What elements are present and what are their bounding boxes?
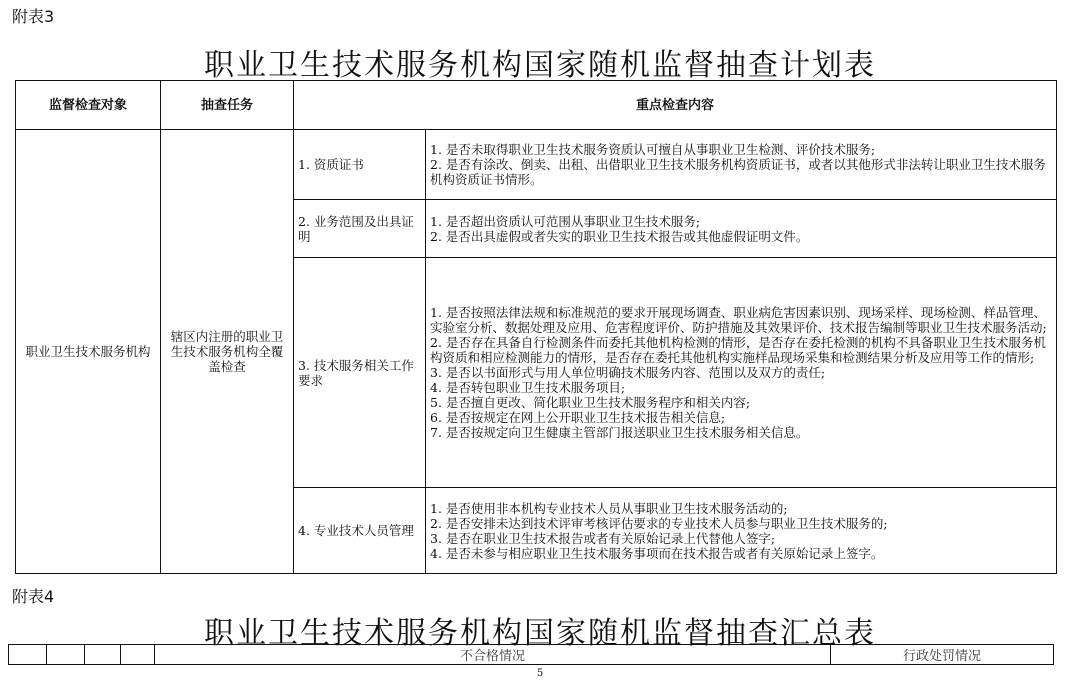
- empty-cell: [9, 645, 47, 665]
- item-points: [426, 200, 1057, 258]
- point-text: 4. 是否转包职业卫生技术服务项目;: [430, 380, 626, 395]
- header-task: 抽查任务: [161, 81, 294, 130]
- annex4-title: 职业卫生技术服务机构国家随机监督抽查汇总表: [204, 616, 876, 651]
- point-text: 4. 是否未参与相应职业卫生技术服务事项而在技术报告或者有关原始记录上签字。: [430, 545, 884, 561]
- summary-header-row: [9, 645, 1054, 665]
- point-text: 6. 是否按规定在网上公开职业卫生技术报告相关信息;: [430, 410, 726, 425]
- empty-cell: [47, 645, 85, 665]
- item-name: 4. 专业技术人员管理: [294, 488, 426, 574]
- point-text: 2. 是否安排未达到技术评审考核评估要求的专业技术人员参与职业卫生技术服务的;: [430, 515, 888, 531]
- item-name: 3. 技术服务相关工作要求: [294, 258, 426, 488]
- empty-cell: [85, 645, 121, 665]
- col-penalty: 行政处罚情况: [831, 645, 1054, 665]
- item-name: 1. 资质证书: [294, 130, 426, 200]
- header-content: 重点检查内容: [294, 81, 1057, 130]
- annex4-label: 附表4: [12, 587, 55, 606]
- point-text: 2. 是否存在具备自行检测条件而委托其他机构检测的情形，是否存在委托检测的机构不具备职业卫生技术服务机构资质和相应检测能力的情形，是否存在委托其他机构实施样品现场采集和检测结果分析及应用等工作的情形;: [430, 335, 1046, 365]
- inspection-task: 辖区内注册的职业卫生技术服务机构全覆盖检查: [161, 130, 294, 574]
- annex3-label: 附表3: [12, 7, 55, 26]
- table-header-row: [16, 81, 1057, 130]
- table-row: [16, 130, 1057, 200]
- point-text: 7. 是否按规定向卫生健康主管部门报送职业卫生技术服务相关信息。: [430, 425, 809, 440]
- header-target: 监督检查对象: [16, 81, 161, 130]
- point-text: 5. 是否擅自更改、简化职业卫生技术服务程序和相关内容;: [430, 395, 751, 410]
- item-name: 2. 业务范围及出具证明: [294, 200, 426, 258]
- point-text: 2. 是否有涂改、倒卖、出租、出借职业卫生技术服务机构资质证书，或者以其他形式非法转让职业卫生技术服务机构资质证书情形。: [430, 157, 1046, 187]
- point-text: 1. 是否使用非本机构专业技术人员从事职业卫生技术服务活动的;: [430, 500, 788, 516]
- item-points: [426, 258, 1057, 488]
- item-points: [426, 130, 1057, 200]
- annex3-title: 职业卫生技术服务机构国家随机监督抽查计划表: [204, 48, 876, 83]
- inspection-target: 职业卫生技术服务机构: [16, 130, 161, 574]
- empty-cell: [121, 645, 155, 665]
- point-text: 3. 是否在职业卫生技术报告或者有关原始记录上代替他人签字;: [430, 530, 776, 546]
- point-text: 1. 是否超出资质认可范围从事职业卫生技术服务;: [430, 213, 701, 229]
- summary-table: [8, 644, 1054, 665]
- inspection-plan-table: [15, 80, 1057, 574]
- col-unqualified: 不合格情况: [155, 645, 831, 665]
- point-text: 2. 是否出具虚假或者失实的职业卫生技术报告或其他虚假证明文件。: [430, 228, 809, 244]
- point-text: 3. 是否以书面形式与用人单位明确技术服务内容、范围以及双方的责任;: [430, 365, 826, 380]
- point-text: 1. 是否按照法律法规和标准规范的要求开展现场调查、职业病危害因素识别、现场采样、现场检测、样品管理、实验室分析、数据处理及应用、危害程度评价、防护措施及其效果评价、技术报告编制等职业卫生技术服务活动;: [430, 305, 1047, 335]
- point-text: 1. 是否未取得职业卫生技术服务资质认可擅自从事职业卫生检测、评价技术服务;: [430, 142, 876, 157]
- item-points: [426, 488, 1057, 574]
- page-number: 5: [536, 668, 544, 679]
